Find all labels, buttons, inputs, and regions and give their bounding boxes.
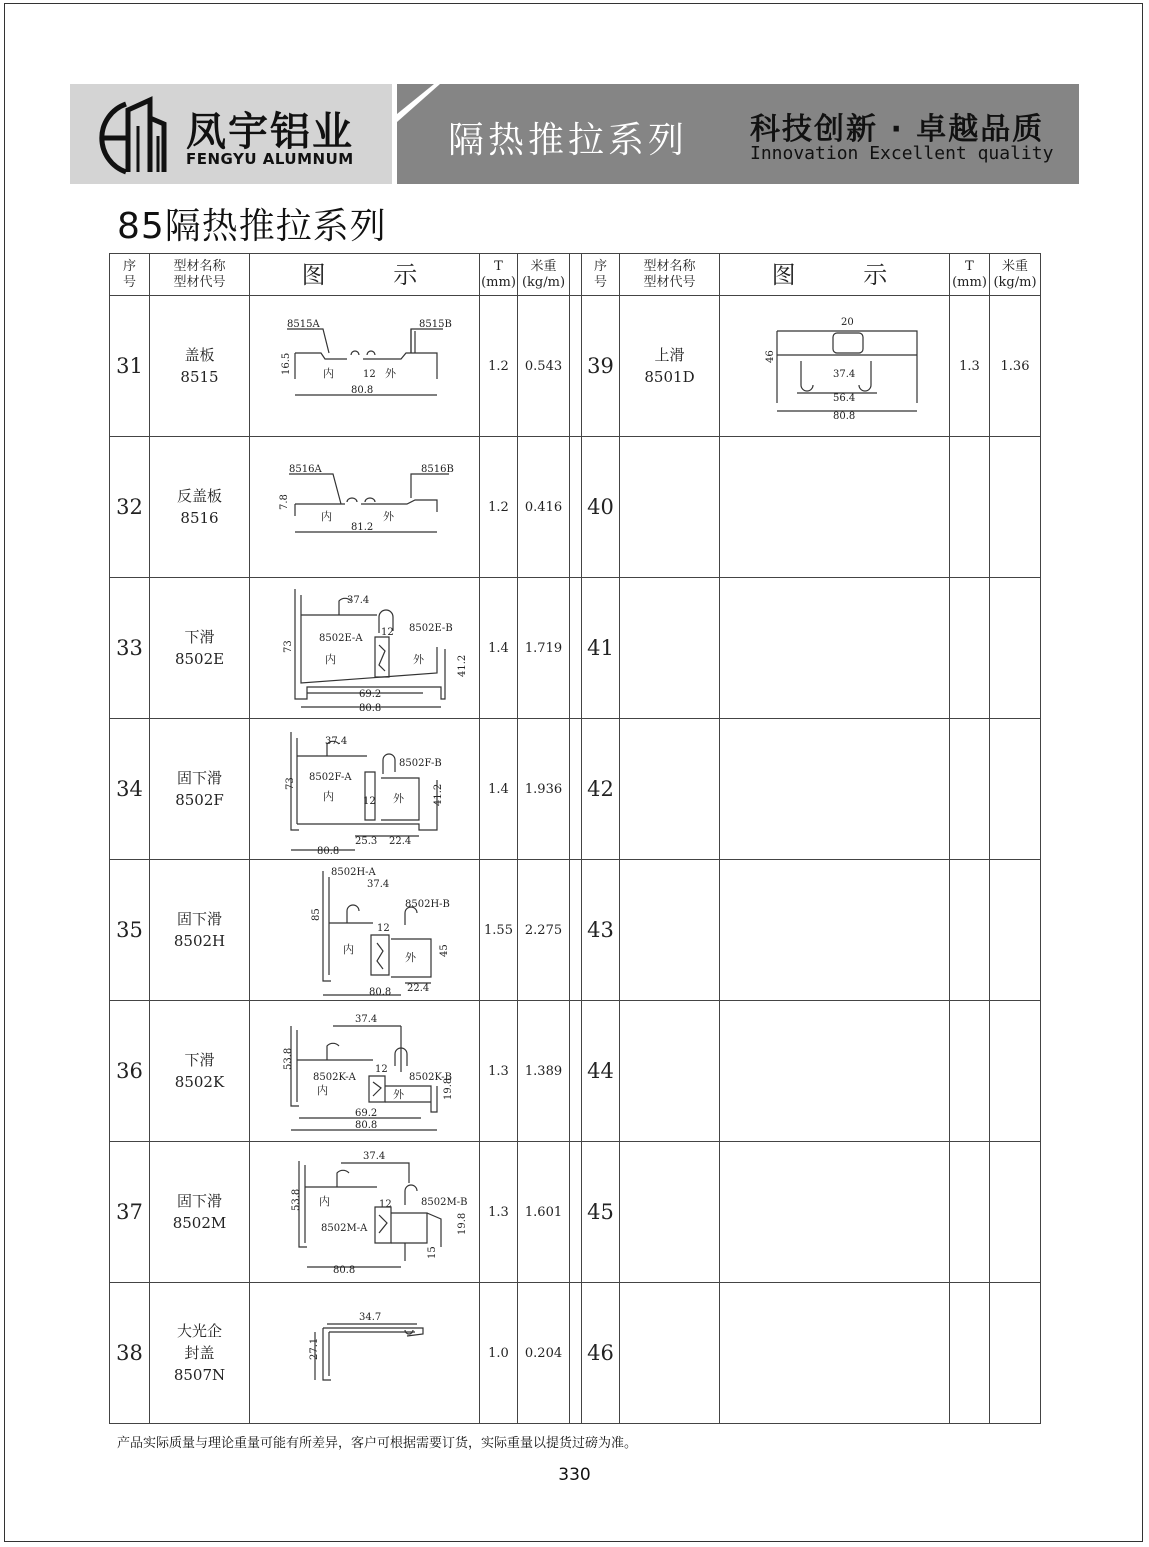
thickness-value: 1.3 bbox=[480, 1001, 518, 1142]
svg-text:8502M-B: 8502M-B bbox=[420, 1197, 467, 1208]
thickness-value: 1.4 bbox=[480, 719, 518, 860]
svg-text:8516A: 8516A bbox=[288, 464, 322, 475]
svg-text:69.2: 69.2 bbox=[358, 689, 381, 700]
profile-name bbox=[620, 1001, 720, 1142]
svg-text:8515A: 8515A bbox=[286, 319, 320, 330]
item-number: 45 bbox=[582, 1142, 620, 1283]
item-number: 38 bbox=[110, 1283, 150, 1424]
svg-text:27.1: 27.1 bbox=[308, 1337, 320, 1360]
svg-text:内: 内 bbox=[320, 510, 332, 523]
svg-text:19.8: 19.8 bbox=[442, 1077, 454, 1100]
weight-value: 1.36 bbox=[990, 296, 1041, 437]
svg-text:37.4: 37.4 bbox=[346, 595, 369, 606]
col-figure-header: 图 示 bbox=[250, 254, 480, 296]
svg-text:85: 85 bbox=[310, 908, 322, 921]
svg-text:8502M-A: 8502M-A bbox=[320, 1223, 367, 1234]
profile-drawing bbox=[250, 1283, 480, 1424]
svg-text:外: 外 bbox=[382, 510, 394, 523]
svg-text:80.8: 80.8 bbox=[350, 385, 373, 396]
col-weight-header: 米重 (kg/m) bbox=[990, 254, 1041, 296]
col-no-header: 序 号 bbox=[582, 254, 620, 296]
profile-drawing bbox=[250, 578, 480, 719]
profile-drawing bbox=[720, 1142, 950, 1283]
svg-text:7.8: 7.8 bbox=[278, 494, 290, 510]
svg-text:25.3: 25.3 bbox=[354, 836, 377, 847]
svg-text:内: 内 bbox=[324, 653, 336, 666]
column-gap bbox=[570, 296, 582, 437]
weight-value: 1.719 bbox=[518, 578, 570, 719]
svg-text:80.8: 80.8 bbox=[354, 1120, 377, 1131]
weight-value bbox=[990, 578, 1041, 719]
thickness-value: 1.2 bbox=[480, 437, 518, 578]
brand-name-cn: 凤宇铝业 bbox=[186, 109, 354, 155]
column-gap bbox=[570, 578, 582, 719]
profile-name bbox=[620, 1142, 720, 1283]
item-number: 46 bbox=[582, 1283, 620, 1424]
svg-text:外: 外 bbox=[384, 367, 396, 380]
profile-name bbox=[620, 578, 720, 719]
brand-name-en: FENGYU ALUMNUM bbox=[186, 150, 354, 168]
profile-drawing bbox=[250, 296, 480, 437]
weight-value bbox=[990, 1001, 1041, 1142]
column-gap bbox=[570, 254, 582, 296]
svg-text:内: 内 bbox=[342, 943, 354, 956]
svg-text:37.4: 37.4 bbox=[324, 736, 347, 747]
thickness-value: 1.3 bbox=[950, 296, 990, 437]
item-number: 33 bbox=[110, 578, 150, 719]
weight-value bbox=[990, 719, 1041, 860]
svg-text:69.2: 69.2 bbox=[354, 1108, 377, 1119]
profile-name bbox=[620, 860, 720, 1001]
table-row bbox=[110, 1001, 1041, 1142]
profile-drawing bbox=[720, 1001, 950, 1142]
weight-value bbox=[990, 860, 1041, 1001]
svg-text:内: 内 bbox=[322, 367, 334, 380]
slogan-cn: 科技创新 · 卓越品质 bbox=[750, 112, 1045, 147]
weight-value: 1.389 bbox=[518, 1001, 570, 1142]
item-number: 42 bbox=[582, 719, 620, 860]
profile-name: 上滑 8501D bbox=[620, 296, 720, 437]
weight-value bbox=[990, 437, 1041, 578]
thickness-value bbox=[950, 719, 990, 860]
slogan-en: Innovation Excellent quality bbox=[750, 143, 1054, 164]
col-t-header: T (mm) bbox=[950, 254, 990, 296]
svg-text:37.4: 37.4 bbox=[832, 369, 855, 380]
profile-name: 盖板 8515 bbox=[150, 296, 250, 437]
thickness-value bbox=[950, 578, 990, 719]
svg-text:外: 外 bbox=[412, 653, 424, 666]
svg-text:80.8: 80.8 bbox=[358, 703, 381, 714]
item-number: 31 bbox=[110, 296, 150, 437]
thickness-value bbox=[950, 1142, 990, 1283]
svg-text:外: 外 bbox=[392, 1088, 404, 1101]
svg-text:内: 内 bbox=[322, 790, 334, 803]
svg-text:8502E-B: 8502E-B bbox=[408, 623, 453, 634]
thickness-value: 1.0 bbox=[480, 1283, 518, 1424]
table-row bbox=[110, 719, 1041, 860]
footnote: 产品实际质量与理论重量可能有所差异，客户可根据需要订货，实际重量以提货过磅为准。 bbox=[117, 1436, 638, 1451]
svg-text:80.8: 80.8 bbox=[316, 846, 339, 857]
svg-text:8502F-A: 8502F-A bbox=[308, 772, 352, 783]
profile-spec-table bbox=[109, 253, 1041, 1424]
weight-value: 1.601 bbox=[518, 1142, 570, 1283]
svg-text:8502F-B: 8502F-B bbox=[398, 758, 442, 769]
thickness-value bbox=[950, 1001, 990, 1142]
svg-text:外: 外 bbox=[404, 951, 416, 964]
profile-drawing bbox=[250, 1001, 480, 1142]
profile-name bbox=[620, 437, 720, 578]
profile-drawing bbox=[250, 860, 480, 1001]
svg-text:8515B: 8515B bbox=[418, 319, 452, 330]
svg-text:外: 外 bbox=[392, 792, 404, 805]
svg-text:12: 12 bbox=[374, 1064, 388, 1075]
item-number: 39 bbox=[582, 296, 620, 437]
svg-text:34.7: 34.7 bbox=[358, 1312, 381, 1323]
svg-text:37.4: 37.4 bbox=[354, 1014, 377, 1025]
svg-text:53.8: 53.8 bbox=[290, 1188, 302, 1211]
svg-text:12: 12 bbox=[362, 369, 376, 380]
page-number: 330 bbox=[558, 1465, 591, 1485]
svg-text:16.5: 16.5 bbox=[280, 352, 292, 375]
table-row bbox=[110, 1142, 1041, 1283]
profile-drawing bbox=[720, 719, 950, 860]
svg-text:12: 12 bbox=[378, 1199, 392, 1210]
col-figure-header: 图 示 bbox=[720, 254, 950, 296]
svg-text:53.8: 53.8 bbox=[282, 1047, 294, 1070]
profile-name: 固下滑 8502F bbox=[150, 719, 250, 860]
weight-value: 0.416 bbox=[518, 437, 570, 578]
profile-drawing bbox=[250, 719, 480, 860]
thickness-value: 1.3 bbox=[480, 1142, 518, 1283]
item-number: 43 bbox=[582, 860, 620, 1001]
svg-text:20: 20 bbox=[840, 317, 854, 328]
profile-name bbox=[620, 1283, 720, 1424]
column-gap bbox=[570, 437, 582, 578]
profile-drawing bbox=[720, 296, 950, 437]
svg-text:8516B: 8516B bbox=[420, 464, 454, 475]
item-number: 35 bbox=[110, 860, 150, 1001]
profile-name: 下滑 8502E bbox=[150, 578, 250, 719]
profile-drawing bbox=[250, 1142, 480, 1283]
profile-drawing bbox=[720, 437, 950, 578]
column-gap bbox=[570, 1001, 582, 1142]
svg-text:12: 12 bbox=[376, 923, 390, 934]
profile-name: 大光企 封盖 8507N bbox=[150, 1283, 250, 1424]
col-t-header: T (mm) bbox=[480, 254, 518, 296]
svg-text:73: 73 bbox=[284, 777, 296, 790]
svg-text:22.4: 22.4 bbox=[388, 836, 411, 847]
table-row bbox=[110, 296, 1041, 437]
svg-text:22.4: 22.4 bbox=[406, 983, 429, 994]
table-row bbox=[110, 437, 1041, 578]
profile-drawing bbox=[720, 578, 950, 719]
svg-text:内: 内 bbox=[318, 1195, 330, 1208]
column-gap bbox=[570, 860, 582, 1001]
thickness-value: 1.55 bbox=[480, 860, 518, 1001]
svg-text:15: 15 bbox=[426, 1246, 438, 1259]
weight-value: 0.543 bbox=[518, 296, 570, 437]
profile-name: 固下滑 8502H bbox=[150, 860, 250, 1001]
svg-text:37.4: 37.4 bbox=[366, 879, 389, 890]
svg-text:37.4: 37.4 bbox=[362, 1151, 385, 1162]
brand-logo-icon bbox=[98, 96, 178, 176]
svg-text:80.8: 80.8 bbox=[332, 1265, 355, 1276]
svg-text:8502E-A: 8502E-A bbox=[318, 633, 363, 644]
svg-text:81.2: 81.2 bbox=[350, 522, 373, 533]
profile-drawing bbox=[720, 860, 950, 1001]
svg-text:19.8: 19.8 bbox=[456, 1212, 468, 1235]
svg-text:80.8: 80.8 bbox=[832, 411, 855, 422]
series-title: 隔热推拉系列 bbox=[448, 120, 689, 161]
thickness-value: 1.4 bbox=[480, 578, 518, 719]
col-name-header: 型材名称 型材代号 bbox=[620, 254, 720, 296]
table-row bbox=[110, 860, 1041, 1001]
profile-name: 下滑 8502K bbox=[150, 1001, 250, 1142]
item-number: 40 bbox=[582, 437, 620, 578]
svg-text:73: 73 bbox=[282, 640, 294, 653]
weight-value: 1.936 bbox=[518, 719, 570, 860]
svg-text:46: 46 bbox=[764, 350, 776, 363]
column-gap bbox=[570, 1142, 582, 1283]
svg-text:41.2: 41.2 bbox=[456, 654, 468, 677]
col-name-header: 型材名称 型材代号 bbox=[150, 254, 250, 296]
svg-text:56.4: 56.4 bbox=[832, 393, 855, 404]
item-number: 34 bbox=[110, 719, 150, 860]
profile-drawing bbox=[720, 1283, 950, 1424]
svg-text:80.8: 80.8 bbox=[368, 987, 391, 998]
column-gap bbox=[570, 719, 582, 860]
column-gap bbox=[570, 1283, 582, 1424]
item-number: 37 bbox=[110, 1142, 150, 1283]
weight-value: 2.275 bbox=[518, 860, 570, 1001]
svg-text:8502H-A: 8502H-A bbox=[330, 867, 376, 878]
svg-text:12: 12 bbox=[362, 796, 376, 807]
profile-name: 反盖板 8516 bbox=[150, 437, 250, 578]
weight-value bbox=[990, 1283, 1041, 1424]
col-no-header: 序 号 bbox=[110, 254, 150, 296]
table-row bbox=[110, 578, 1041, 719]
thickness-value bbox=[950, 437, 990, 578]
item-number: 44 bbox=[582, 1001, 620, 1142]
svg-text:8502K-A: 8502K-A bbox=[312, 1072, 356, 1083]
weight-value: 0.204 bbox=[518, 1283, 570, 1424]
svg-text:41.2: 41.2 bbox=[432, 783, 444, 806]
page-title: 85隔热推拉系列 bbox=[117, 206, 387, 247]
col-weight-header: 米重 (kg/m) bbox=[518, 254, 570, 296]
table-row bbox=[110, 1283, 1041, 1424]
item-number: 36 bbox=[110, 1001, 150, 1142]
profile-name bbox=[620, 719, 720, 860]
thickness-value bbox=[950, 1283, 990, 1424]
svg-text:45: 45 bbox=[438, 944, 450, 957]
header-divider-slash bbox=[392, 84, 442, 184]
item-number: 41 bbox=[582, 578, 620, 719]
item-number: 32 bbox=[110, 437, 150, 578]
weight-value bbox=[990, 1142, 1041, 1283]
table-header-row bbox=[110, 254, 1041, 296]
svg-text:12: 12 bbox=[380, 627, 394, 638]
profile-name: 固下滑 8502M bbox=[150, 1142, 250, 1283]
svg-text:8502K-B: 8502K-B bbox=[408, 1072, 452, 1083]
profile-drawing bbox=[250, 437, 480, 578]
svg-text:8502H-B: 8502H-B bbox=[404, 899, 450, 910]
thickness-value bbox=[950, 860, 990, 1001]
thickness-value: 1.2 bbox=[480, 296, 518, 437]
svg-text:内: 内 bbox=[316, 1084, 328, 1097]
